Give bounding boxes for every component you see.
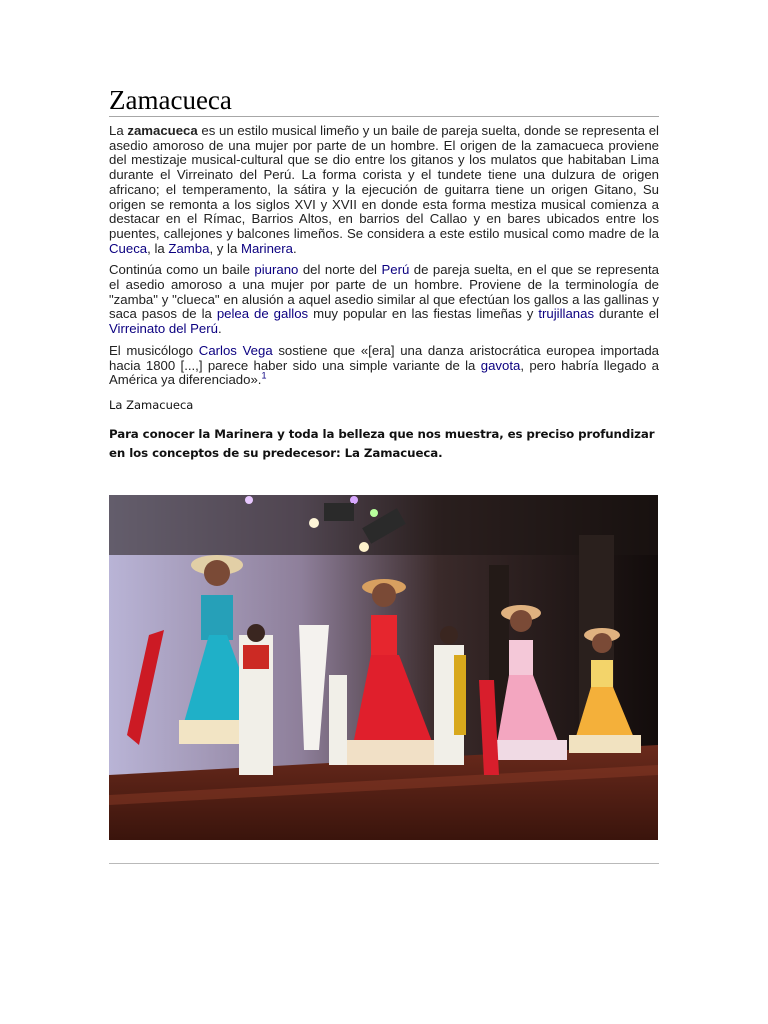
link-cueca[interactable]: Cueca — [109, 240, 148, 256]
link-pelea-de-gallos[interactable]: pelea de gallos — [216, 306, 309, 322]
text: , y la — [209, 240, 241, 256]
page-title: Zamacueca — [109, 84, 659, 117]
bold-term: zamacueca — [127, 123, 198, 138]
article — [109, 84, 659, 463]
text: Continúa como un baile — [109, 262, 255, 278]
text: El musicólogo — [109, 342, 199, 358]
bottom-divider — [109, 863, 659, 864]
intro-text: Para conocer la Marinera y toda la belleza que nos muestra, es preciso profundizar en los conceptos de su predecesor: La Zamacueca. — [109, 426, 655, 460]
link-virreinato[interactable]: Virreinato del Perú — [109, 321, 218, 337]
paragraph-1 — [109, 124, 659, 256]
reference-link[interactable]: 1 — [261, 370, 267, 381]
subheading: La Zamacueca — [109, 397, 194, 412]
paragraph-2 — [109, 263, 659, 337]
text: , la — [147, 240, 169, 256]
link-piurano[interactable]: piurano — [254, 262, 299, 278]
link-peru[interactable]: Perú — [381, 262, 410, 278]
text: de pareja suelta, en el que se representa el asedio amoroso a una mujer por parte de un hombre. Proviene de la terminología de "zamba" y "clueca" en alusión a aquel asedio similar al que efectúan los gallos a las gallinas y saca pasos de la — [109, 262, 659, 322]
text: muy popular en las fiestas limeñas y — [308, 306, 539, 322]
text: sostiene que «[era] una danza aristocrática europea importada hacia 1800 [...,] parece haber sido una simple variante de la — [109, 342, 659, 373]
text: . — [217, 321, 222, 337]
link-zamba[interactable]: Zamba — [168, 240, 210, 256]
text: del norte del — [298, 262, 382, 278]
text: . — [293, 240, 297, 256]
link-marinera[interactable]: Marinera — [240, 240, 293, 256]
link-carlos-vega[interactable]: Carlos Vega — [198, 342, 273, 358]
text: durante el — [594, 306, 659, 322]
text: , pero habría llegado a América ya diferenciado». — [109, 357, 659, 388]
dancers-photo — [109, 495, 658, 840]
paragraph-3 — [109, 344, 659, 388]
link-trujillanas[interactable]: trujillanas — [538, 306, 595, 322]
text: La — [109, 123, 128, 138]
link-gavota[interactable]: gavota — [480, 357, 521, 373]
text: es un estilo musical limeño y un baile de pareja suelta, donde se representa el asedio amoroso de una mujer por parte de un hombre. El origen de la zamacueca proviene del mestizaje musical-cultural que se dio entre los gitanos y los mulatos que habitaban Lima durante el Virreinato del Perú. La forma corista y el tundete tiene una dulzura de origen africano; el temperamento, la sátira y la ejecución de guitarra tiene un origen Gitano, Su origen se remonta a los siglos XVI y XVII en donde esta forma mestiza musical comienza a destacar en el Rímac, Barrios Altos, en barrios del Callao y en bares ubicados entre los puentes, callejones y balcones limeños. Se considera a este estilo musical como madre de la — [109, 123, 659, 241]
